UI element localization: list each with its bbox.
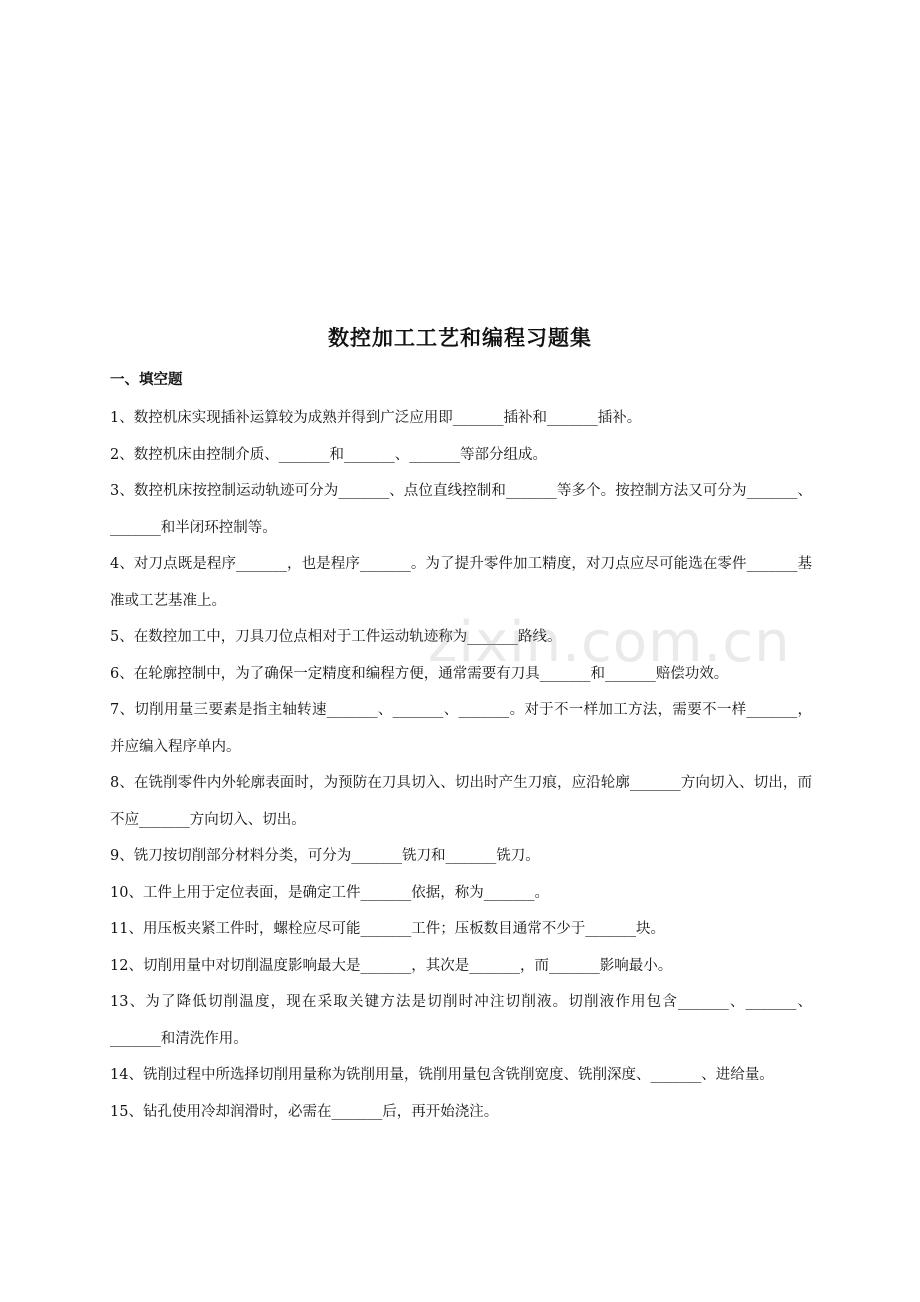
question-item: 6、在轮廓控制中，为了确保一定精度和编程方便，通常需要有刀具_______和_______赔偿功效。 — [110, 665, 729, 682]
question-item: 3、数控机床按控制运动轨迹可分为_______、点位直线控制和_______等多个。按控制方法又可分为_______、_______和半闭环控制等。 — [110, 483, 812, 536]
question-item: 7、切削用量三要素是指主轴转速_______、_______、_______。对于不一样加工方法，需要不一样_______，并应编入程序单内。 — [110, 702, 812, 755]
question-item: 2、数控机床由控制介质、_______和_______、_______等部分组成。 — [110, 446, 547, 463]
section-heading: 一、填空题 — [110, 372, 183, 388]
question-list — [110, 400, 812, 1130]
question-item: 10、工件上用于定位表面，是确定工件_______依据，称为_______。 — [110, 884, 549, 901]
question-item: 9、铣刀按切削部分材料分类，可分为_______铣刀和_______铣刀。 — [110, 848, 540, 864]
question-item: 15、钻孔使用冷却润滑时，必需在_______后，再开始浇注。 — [110, 1103, 499, 1120]
question-item: 12、切削用量中对切削温度影响最大是_______，其次是_______，而_______影响最小。 — [110, 957, 673, 974]
question-item: 1、数控机床实现插补运算较为成熟并得到广泛应用即_______插补和_______插补。 — [110, 410, 642, 426]
question-item: 11、用压板夹紧工件时，螺栓应尽可能_______工件；压板数目通常不少于_______块。 — [110, 921, 665, 937]
watermark: zixin.com.cn — [428, 610, 791, 675]
page-title: 数控加工工艺和编程习题集 — [328, 326, 592, 350]
question-item: 5、在数控加工中，刀具刀位点相对于工件运动轨迹称为_______路线。 — [110, 629, 562, 645]
question-item: 8、在铣削零件内外轮廓表面时，为预防在刀具切入、切出时产生刀痕，应沿轮廓_______方向切入、切出，而不应_______方向切入、切出。 — [110, 775, 812, 828]
question-item: 13、为了降低切削温度，现在采取关键方法是切削时冲注切削液。切削液作用包含_______、_______、_______和清洗作用。 — [110, 994, 812, 1047]
question-item: 4、对刀点既是程序_______，也是程序_______。为了提升零件加工精度，对刀点应尽可能选在零件_______基准或工艺基准上。 — [110, 556, 812, 609]
question-item: 14、铣削过程中所选择切削用量称为铣削用量，铣削用量包含铣削宽度、铣削深度、_______、进给量。 — [110, 1067, 774, 1083]
